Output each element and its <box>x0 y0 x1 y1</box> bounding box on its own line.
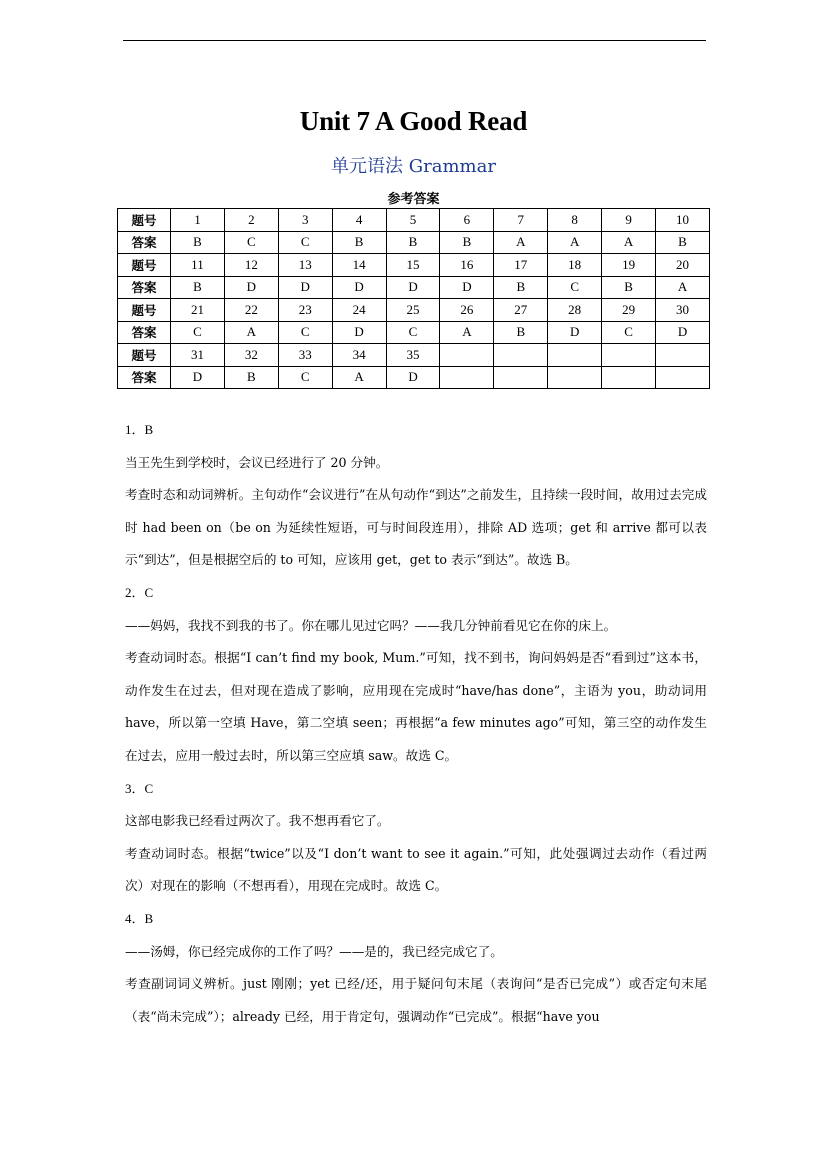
answer-cell: B <box>494 321 548 344</box>
question-number-cell: 16 <box>440 254 494 277</box>
question-number-cell <box>548 344 602 367</box>
answer-cell: B <box>171 276 225 299</box>
answer-cell: D <box>386 366 440 389</box>
answer-cell <box>440 366 494 389</box>
question-number-cell <box>602 344 656 367</box>
question-number-cell: 2 <box>224 209 278 232</box>
answer-cell: D <box>440 276 494 299</box>
question-number-cell <box>440 344 494 367</box>
question-number-row <box>118 344 710 367</box>
answer-cell: A <box>602 231 656 254</box>
question-number-cell <box>494 344 548 367</box>
answer-cell: A <box>332 366 386 389</box>
answer-cell: C <box>386 321 440 344</box>
answer-row <box>118 321 710 344</box>
question-number-cell: 7 <box>494 209 548 232</box>
explanations <box>125 414 707 1033</box>
question-number-cell: 12 <box>224 254 278 277</box>
question-number-row <box>118 209 710 232</box>
row-label-answer: 答案 <box>118 276 171 299</box>
question-number-cell: 1 <box>171 209 225 232</box>
answer-key-table <box>117 208 710 389</box>
explanation-text: 考查动词时态。根据“twice”以及“I don’t want to see it again.”可知，此处强调过去动作（看过两次）对现在的影响（不想再看），用现在完成时。故选 C。 <box>125 845 707 894</box>
answer-key-heading: 参考答案 <box>387 192 440 207</box>
answer-cell: D <box>278 276 332 299</box>
answer-cell: B <box>332 231 386 254</box>
question-answer-label: 1．B <box>125 422 154 437</box>
answer-cell: D <box>224 276 278 299</box>
answer-cell: C <box>278 366 332 389</box>
answer-cell: C <box>278 231 332 254</box>
question-number-cell: 4 <box>332 209 386 232</box>
question-answer-label: 2．C <box>125 584 154 600</box>
answer-row <box>118 366 710 389</box>
answer-cell: B <box>224 366 278 389</box>
answer-cell <box>494 366 548 389</box>
answer-cell: B <box>171 231 225 254</box>
answer-cell: B <box>602 276 656 299</box>
question-number-cell: 18 <box>548 254 602 277</box>
answer-cell: D <box>656 321 710 344</box>
answer-cell: B <box>656 231 710 254</box>
answer-cell: D <box>332 321 386 344</box>
answer-cell: B <box>386 231 440 254</box>
question-number-cell: 34 <box>332 344 386 367</box>
question-number-cell: 21 <box>171 299 225 322</box>
answer-cell: C <box>224 231 278 254</box>
row-label-answer: 答案 <box>118 321 171 344</box>
question-number-cell: 25 <box>386 299 440 322</box>
question-number-row <box>118 299 710 322</box>
question-number-cell: 20 <box>656 254 710 277</box>
answer-cell <box>656 366 710 389</box>
question-number-cell: 30 <box>656 299 710 322</box>
page-subtitle: 单元语法 Grammar <box>331 156 496 177</box>
answer-cell: D <box>171 366 225 389</box>
question-number-cell: 22 <box>224 299 278 322</box>
page-title: Unit 7 A Good Read <box>299 106 528 136</box>
question-number-cell: 10 <box>656 209 710 232</box>
question-number-cell: 24 <box>332 299 386 322</box>
question-number-cell: 33 <box>278 344 332 367</box>
translation-text: ——汤姆，你已经完成你的工作了吗？——是的，我已经完成它了。 <box>125 943 503 959</box>
answer-cell: A <box>494 231 548 254</box>
row-label-number: 题号 <box>118 344 171 367</box>
row-label-number: 题号 <box>118 254 171 277</box>
answer-cell: A <box>656 276 710 299</box>
question-number-cell: 29 <box>602 299 656 322</box>
translation-text: ——妈妈，我找不到我的书了。你在哪儿见过它吗？——我几分钟前看见它在你的床上。 <box>125 617 617 633</box>
question-answer-label: 3．C <box>125 780 154 796</box>
translation-text: 当王先生到学校时，会议已经进行了 20 分钟。 <box>125 454 389 470</box>
row-label-number: 题号 <box>118 209 171 232</box>
row-label-number: 题号 <box>118 299 171 322</box>
question-number-cell: 3 <box>278 209 332 232</box>
header-rule <box>123 40 706 41</box>
answer-cell: D <box>386 276 440 299</box>
translation-text: 这部电影我已经看过两次了。我不想再看它了。 <box>125 813 390 829</box>
question-number-cell: 15 <box>386 254 440 277</box>
question-number-cell: 6 <box>440 209 494 232</box>
answer-row <box>118 231 710 254</box>
answer-row <box>118 276 710 299</box>
answer-cell: C <box>602 321 656 344</box>
answer-cell: B <box>440 231 494 254</box>
answer-cell: D <box>548 321 602 344</box>
question-number-cell: 32 <box>224 344 278 367</box>
row-label-answer: 答案 <box>118 231 171 254</box>
question-number-cell: 28 <box>548 299 602 322</box>
answer-cell: D <box>332 276 386 299</box>
question-number-cell: 23 <box>278 299 332 322</box>
question-number-cell: 9 <box>602 209 656 232</box>
explanation-text: 考查动词时态。根据“I can’t find my book, Mum.”可知，找不到书，询问妈妈是否“看到过”这本书，动作发生在过去，但对现在造成了影响，应用现在完成时“have/has done”，主语为 you，助动词用 have，所以第一空填 Have，第二空填 seen；再根据“a few minutes ago”可知，第三空的动作发生在过去，应用一般过去时，所以第三空应填 saw。故选 C。 <box>125 650 707 763</box>
question-number-cell: 17 <box>494 254 548 277</box>
row-label-answer: 答案 <box>118 366 171 389</box>
answer-cell <box>602 366 656 389</box>
answer-cell: A <box>440 321 494 344</box>
question-number-cell: 13 <box>278 254 332 277</box>
question-number-cell: 19 <box>602 254 656 277</box>
question-number-cell: 31 <box>171 344 225 367</box>
answer-cell: A <box>224 321 278 344</box>
answer-cell: C <box>278 321 332 344</box>
answer-cell: A <box>548 231 602 254</box>
answer-cell: C <box>171 321 225 344</box>
answer-cell: C <box>548 276 602 299</box>
question-number-cell: 35 <box>386 344 440 367</box>
question-number-cell: 26 <box>440 299 494 322</box>
question-answer-label: 4．B <box>125 910 154 926</box>
explanation-text: 考查时态和动词辨析。主句动作“会议进行”在从句动作“到达”之前发生，且持续一段时间，故用过去完成时 had been on（be on 为延续性短语，可与时间段连用），排除 AD 选项；get 和 arrive 都可以表示“到达”，但是根据空后的 to 可知，应该用 get，get to 表示“到达”。故选 B。 <box>125 487 707 568</box>
question-number-row <box>118 254 710 277</box>
answer-cell: B <box>494 276 548 299</box>
question-number-cell: 5 <box>386 209 440 232</box>
question-number-cell: 11 <box>171 254 225 277</box>
answer-cell <box>548 366 602 389</box>
question-number-cell: 14 <box>332 254 386 277</box>
question-number-cell: 8 <box>548 209 602 232</box>
question-number-cell: 27 <box>494 299 548 322</box>
explanation-text: 考查副词词义辨析。just 刚刚；yet 已经/还，用于疑问句末尾（表询问“是否已完成”）或否定句末尾（表“尚未完成”）；already 已经，用于肯定句，强调动作“已完成”。根据“have you <box>125 976 707 1024</box>
question-number-cell <box>656 344 710 367</box>
